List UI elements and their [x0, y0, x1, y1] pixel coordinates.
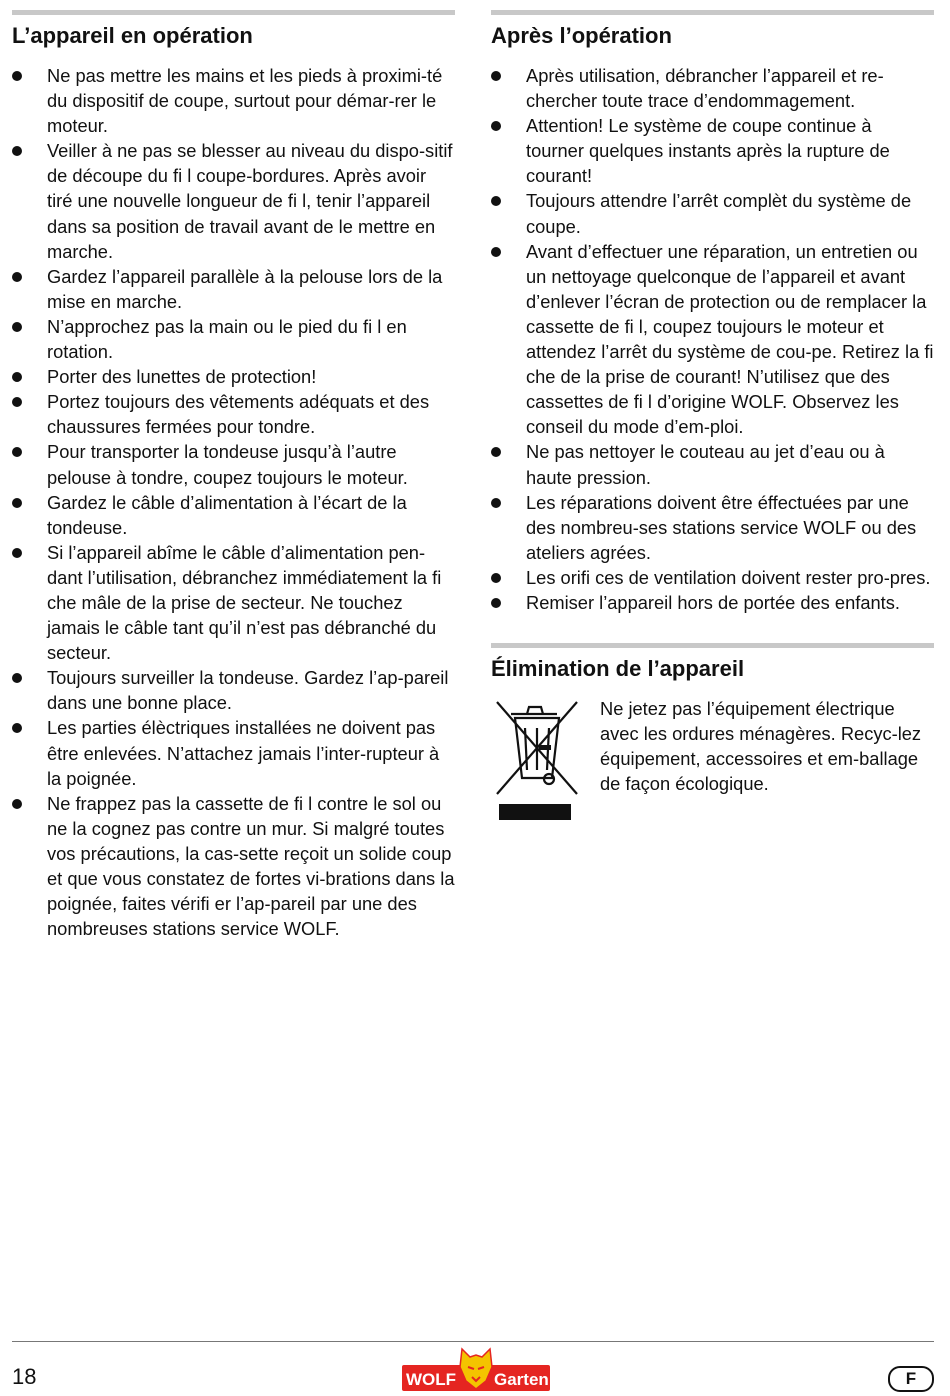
disposal-section — [491, 643, 934, 827]
logo-wolf-text: WOLF — [406, 1370, 457, 1389]
list-item: Veiller à ne pas se blesser au niveau du dispo-sitif de découpe du fi l coupe-bordures. Après avoir tiré une nouvelle longueur de fi l, tenir l’appareil dans sa position de travail avant de le mettre en marche. — [12, 138, 455, 263]
wolf-garten-logo — [402, 1347, 550, 1391]
list-item: Si l’appareil abîme le câble d’alimentation pen-dant l’utilisation, débranchez immédiatement la fi che mâle de la prise de secteur. Ne touchez jamais le câble tant qu’il n’est pas débranché du secteur. — [12, 540, 455, 665]
list-item: Porter des lunettes de protection! — [12, 364, 455, 389]
list-item: Ne pas nettoyer le couteau au jet d’eau ou à haute pression. — [491, 439, 934, 489]
section-rule — [491, 10, 934, 15]
weee-crossed-bin-icon — [491, 698, 581, 827]
section-title-disposal: Élimination de l’appareil — [491, 656, 745, 682]
list-item: Attention! Le système de coupe continue à tourner quelques instants après la rupture de courant! — [491, 113, 934, 188]
list-item: Les réparations doivent être éffectuées par une des nombreu-ses stations service WOLF ou des ateliers agrées. — [491, 490, 934, 565]
right-column — [491, 10, 934, 827]
list-item: Gardez le câble d’alimentation à l’écart de la tondeuse. — [12, 490, 455, 540]
page-number: 18 — [12, 1364, 37, 1389]
logo-garten-text: Garten — [494, 1370, 549, 1389]
list-item: Toujours surveiller la tondeuse. Gardez l’ap-pareil dans une bonne place. — [12, 665, 455, 715]
list-item: Après utilisation, débrancher l’appareil et re-chercher toute trace d’endommagement. — [491, 63, 934, 113]
language-badge: F — [888, 1366, 934, 1392]
list-item: Remiser l’appareil hors de portée des enfants. — [491, 590, 934, 615]
section-title-operation: L’appareil en opération — [12, 23, 253, 48]
list-item: Toujours attendre l’arrêt complèt du système de coupe. — [491, 188, 934, 238]
disposal-text: Ne jetez pas l’équipement électrique avec les ordures ménagères. Recyc-lez équipement, accessoires et em-ballage de façon écologique. — [600, 698, 922, 795]
section-rule — [12, 10, 455, 15]
list-item: Les parties élèctriques installées ne doivent pas être enlevées. N’attachez jamais l’inter-rupteur à la poignée. — [12, 715, 455, 790]
list-item: Portez toujours des vêtements adéquats et des chaussures fermées pour tondre. — [12, 389, 455, 439]
list-item: Pour transporter la tondeuse jusqu’à l’autre pelouse à tondre, coupez toujours le moteur. — [12, 439, 455, 489]
footer-rule — [12, 1341, 934, 1342]
list-item: Avant d’effectuer une réparation, un entretien ou un nettoyage quelconque de l’appareil et avant d’enlever l’écran de protection ou de remplacer la cassette de fi l, coupez toujours le moteur et attendez l’arrêt du système de cou-pe. Retirez la fi che de la prise de courant! N’utilisez que des cassettes de fi l d’origine WOLF. Observez les conseil du mode d’em-ploi. — [491, 239, 934, 440]
section-rule — [491, 643, 934, 648]
after-operation-list — [491, 63, 934, 615]
left-column — [12, 10, 455, 941]
list-item: Les orifi ces de ventilation doivent rester pro-pres. — [491, 565, 934, 590]
list-item: N’approchez pas la main ou le pied du fi l en rotation. — [12, 314, 455, 364]
list-item: Ne pas mettre les mains et les pieds à proximi-té du dispositif de coupe, surtout pour démar-rer le moteur. — [12, 63, 455, 138]
list-item: Gardez l’appareil parallèle à la pelouse lors de la mise en marche. — [12, 264, 455, 314]
operation-list — [12, 63, 455, 941]
section-title-after-operation: Après l’opération — [491, 23, 672, 48]
list-item: Ne frappez pas la cassette de fi l contre le sol ou ne la cognez pas contre un mur. Si malgré toutes vos précautions, la cas-sette reçoit un solide coup et que vous constatez de fortes vi-brations dans la poignée, faites vérifi er l’ap-pareil par une des nombreuses stations service WOLF. — [12, 791, 455, 942]
